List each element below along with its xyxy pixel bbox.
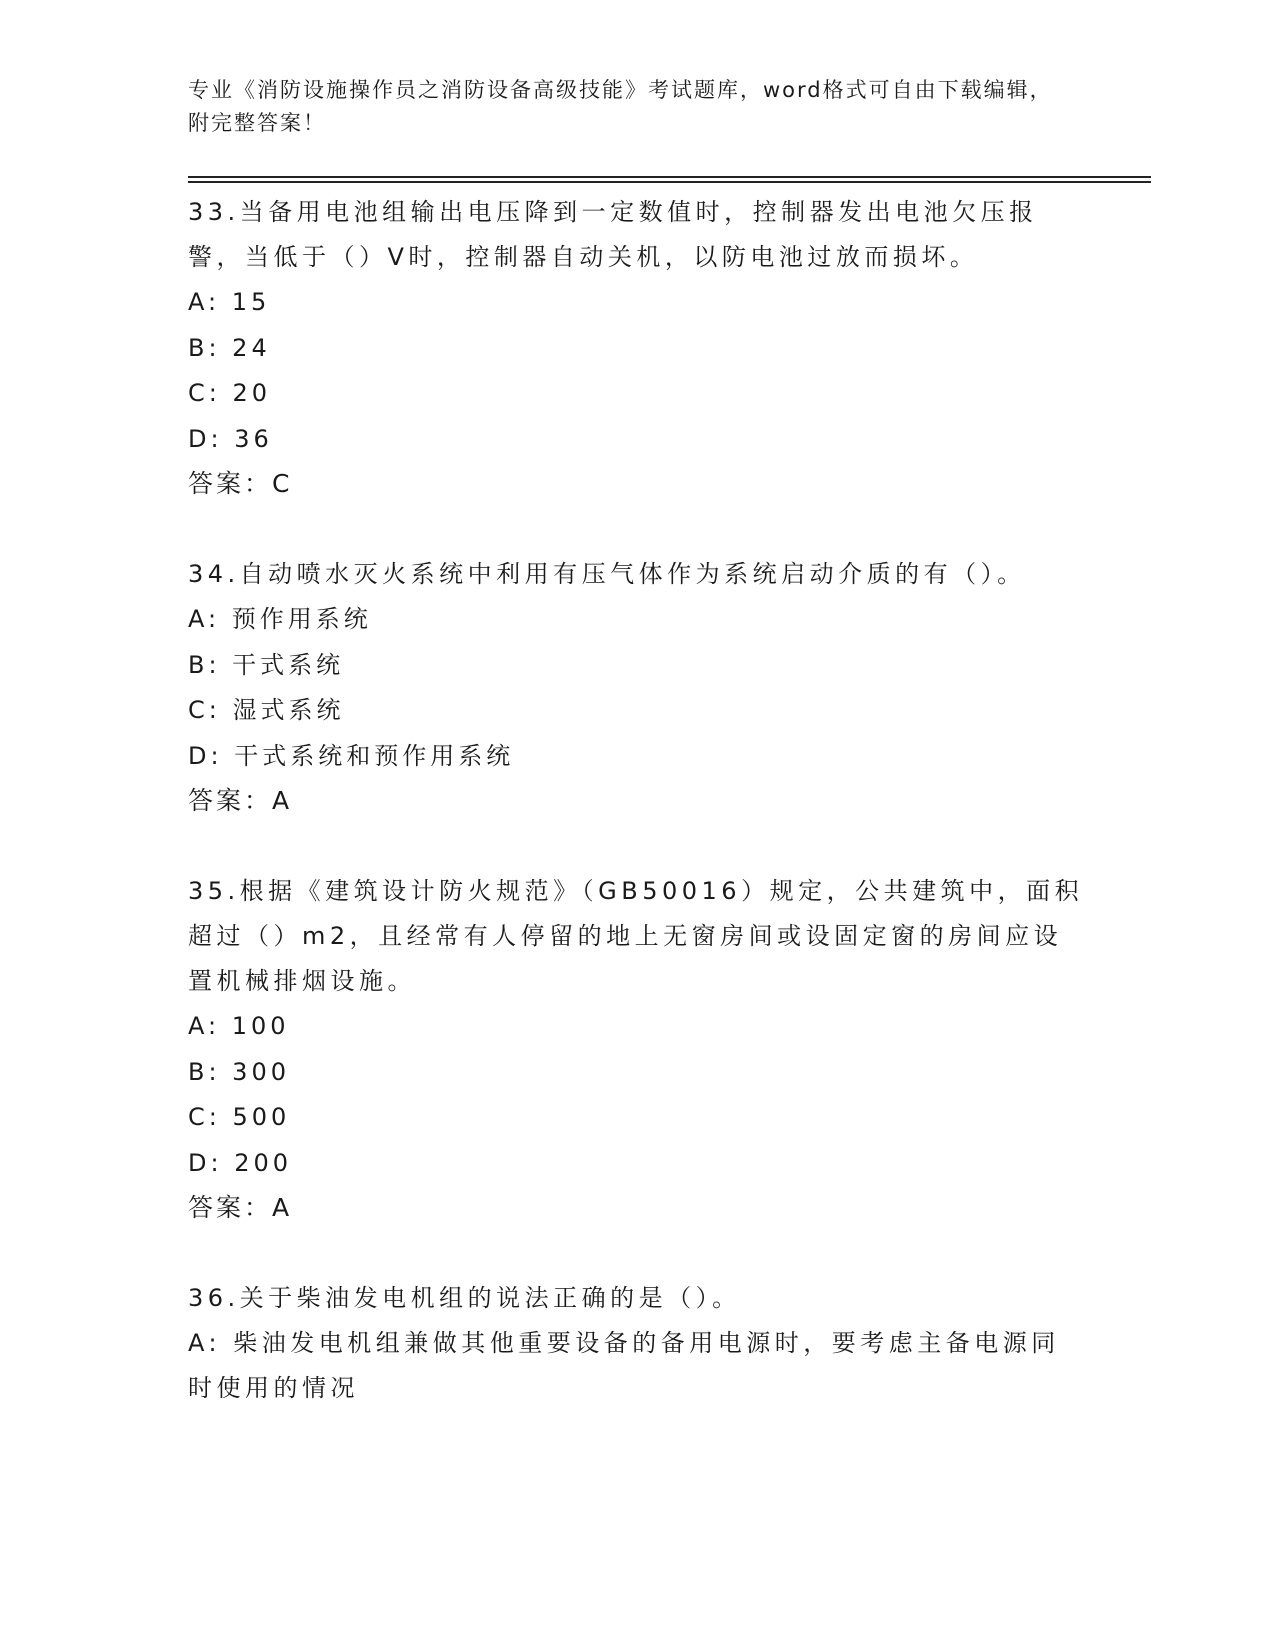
option-c: C: 500: [188, 1103, 291, 1131]
question-text: 35.根据《建筑设计防火规范》（GB50016）规定，公共建筑中，面积超过（）m2，且经常有人停留的地上无窗房间或设固定窗的房间应设置机械排烟设施。: [188, 877, 1084, 995]
option-b: B: 24: [188, 333, 271, 362]
spacer: [188, 823, 1088, 869]
option-a: A: 15: [188, 288, 271, 316]
document-header: 专业《消防设施操作员之消防设备高级技能》考试题库，word格式可自由下载编辑，附完整答案！: [188, 78, 1053, 135]
question-text: 33.当备用电池组输出电压降到一定数值时，控制器发出电池欠压报警，当低于（）V时，控制器自动关机，以防电池过放而损坏。: [188, 198, 1038, 271]
question-text: 36.关于柴油发电机组的说法正确的是（）。: [188, 1284, 741, 1312]
option-b: B: 干式系统: [188, 650, 345, 679]
header-rule-bottom: [188, 181, 1151, 183]
option-c: C: 湿式系统: [188, 696, 345, 724]
answer: 答案：A: [188, 786, 293, 815]
question-list: [188, 190, 1088, 1411]
spacer: [188, 1230, 1088, 1276]
option-d: D: 干式系统和预作用系统: [188, 741, 515, 770]
header-rule-top: [188, 176, 1151, 178]
question-34: [188, 552, 1088, 823]
question-33: [188, 190, 1088, 506]
answer: 答案：C: [188, 469, 293, 498]
question-36: [188, 1276, 1088, 1411]
answer: 答案：A: [188, 1193, 293, 1222]
question-35: [188, 869, 1088, 1230]
question-text: 34.自动喷水灭火系统中利用有压气体作为系统启动介质的有（）。: [188, 560, 1026, 588]
option-c: C: 20: [188, 379, 272, 407]
option-b: B: 300: [188, 1057, 290, 1086]
option-a: A: 柴油发电机组兼做其他重要设备的备用电源时，要考虑主备电源同时使用的情况: [188, 1329, 1060, 1402]
option-a: A: 100: [188, 1012, 290, 1040]
option-a: A: 预作用系统: [188, 605, 372, 633]
spacer: [188, 506, 1088, 552]
option-d: D: 36: [188, 424, 273, 453]
option-d: D: 200: [188, 1148, 293, 1177]
